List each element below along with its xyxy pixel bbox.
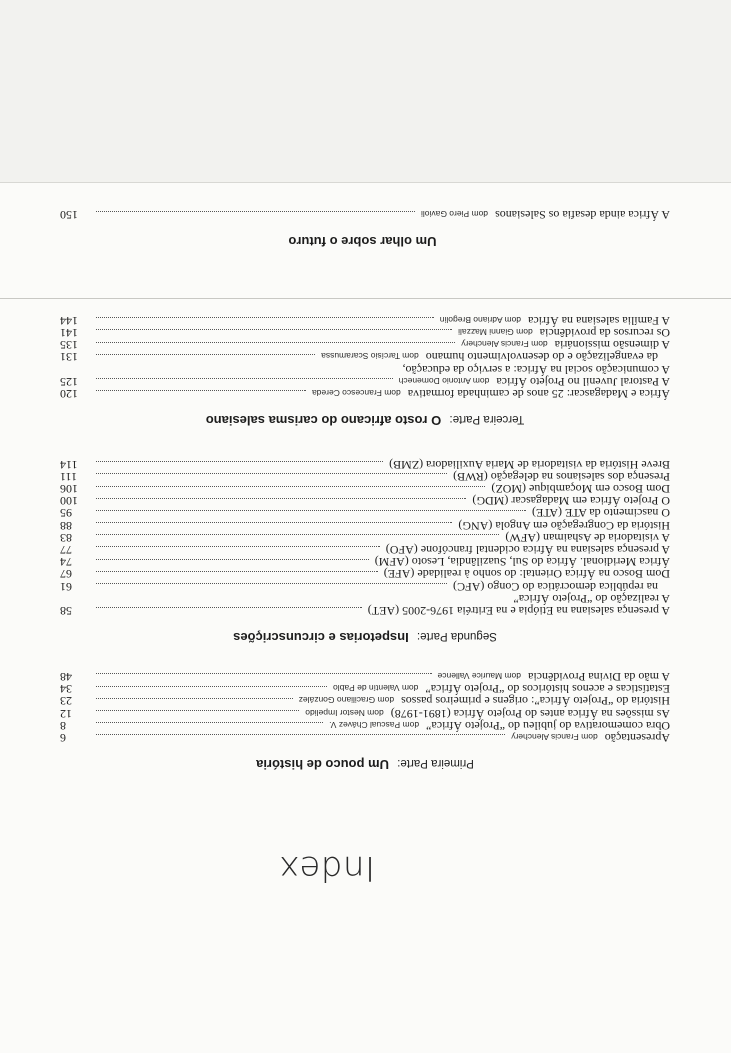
toc-entry (60, 339, 670, 351)
toc-entry-title: História da Congregação em Angola (ANG) (458, 518, 670, 533)
toc-entry (60, 532, 670, 544)
toc-entry-title: Apresentação (604, 731, 670, 745)
toc-entry-title: África Meridional. África do Sul, Suazilândia, Lesoto (AFM) (374, 555, 670, 570)
toc-entry-title: Obra comemorativa do jubileu do “Projeto África” (426, 718, 670, 733)
toc-entry-author: dom Gianni Mazzali (458, 327, 533, 338)
toc-entry (60, 388, 670, 400)
toc-entry-list (60, 459, 670, 617)
toc-page-number: 23 (60, 694, 72, 709)
toc-entry-author: dom Francesco Cereda (311, 388, 401, 398)
toc-line (60, 315, 670, 327)
toc-line (60, 532, 670, 544)
toc-entry-title: História do “Projeto África”: origens e primeiros passos (401, 694, 670, 709)
toc-line (60, 568, 670, 580)
toc-entry-title: África e Madagascar: 25 anos de caminhada formativa (407, 387, 670, 401)
dot-leader (96, 710, 299, 711)
toc-entry (60, 671, 670, 683)
dot-leader (96, 390, 306, 391)
dot-leader (96, 607, 362, 608)
toc-page-number: 120 (60, 387, 78, 401)
toc-page-number: 77 (60, 543, 72, 558)
section-name: Inspetorias e circunscrições (233, 630, 409, 645)
toc-entry (60, 605, 670, 617)
toc-entry (60, 720, 670, 732)
toc-page-number: 6 (60, 731, 66, 745)
toc-entry-title: Dom Bosco na África Oriental: do sonho à realidade (AFE) (383, 567, 670, 582)
dot-leader (96, 673, 432, 674)
section-heading (60, 233, 670, 250)
section-name: Um pouco de história (256, 757, 390, 772)
toc-page-number: 83 (60, 530, 72, 545)
toc-entry (60, 556, 670, 568)
toc-entry-author: dom Valentín de Pablo (333, 683, 419, 694)
toc-page-number: 141 (60, 326, 78, 341)
dot-leader (96, 686, 327, 687)
toc-page-number: 144 (60, 313, 78, 328)
section-primeira-parte (60, 671, 670, 773)
toc-entry-title: A presença salesiana na Etiópia e na Eritréia 1976-2005 (AET) (367, 604, 670, 618)
toc-line (60, 580, 670, 592)
dot-leader (96, 510, 526, 511)
toc-entry-title: A Pastoral Juvenil no Projeto África (496, 374, 670, 389)
dot-leader (96, 378, 393, 379)
toc-entry (60, 315, 670, 327)
toc-entry-list (60, 671, 670, 744)
toc-page-number: 61 (60, 579, 72, 594)
dot-leader (96, 583, 447, 584)
toc-entry-title: A visitadoria de Ashaiman (AFW) (505, 530, 670, 545)
toc-entry-author: dom Nestor Impelido (305, 707, 384, 718)
toc-entry-title: A África ainda desafia os Salesianos (495, 208, 670, 222)
section-label: Segunda Parte: (416, 630, 497, 642)
toc-entry-title: As missões na África antes do Projeto África (1891-1978) (390, 706, 670, 721)
toc-page-number: 125 (60, 374, 78, 389)
toc-entry (60, 327, 670, 339)
toc-page-number: 48 (60, 670, 72, 685)
toc-entry (60, 471, 670, 483)
dot-leader (96, 571, 378, 572)
toc-line (60, 593, 670, 605)
toc-page-number: 95 (60, 506, 72, 521)
dot-leader (96, 546, 380, 547)
toc-entry-author: dom Piero Gavioli (420, 209, 489, 219)
toc-page-number: 135 (60, 338, 78, 353)
toc-entry (60, 707, 670, 719)
section-label: Primeira Parte: (397, 757, 474, 769)
toc-entry-title: A comunicação social na África: a serviço da educação, (402, 362, 670, 377)
toc-line (60, 556, 670, 568)
toc-entry-title-continued: na república democrática do Congo (AFC) (453, 579, 658, 594)
toc-line (60, 339, 670, 351)
toc-entry (60, 544, 670, 556)
toc-line (60, 376, 670, 388)
toc-entry-title: Breve História da visitadoria de Maria Auxiliadora (ZMB) (389, 457, 670, 472)
toc-entry-title: O Projeto África em Madagascar (MDG) (472, 494, 670, 509)
toc-line (60, 695, 670, 707)
section-heading (60, 629, 670, 646)
toc-entry-title: Presença dos salesianos na delegação (RWB) (453, 469, 670, 484)
toc-line (60, 507, 670, 519)
toc-entry (60, 580, 670, 604)
section-name: O rosto africano do carisma salesiano (205, 413, 442, 428)
section-label: Terceira Parte: (449, 413, 525, 425)
toc-entry (60, 209, 670, 221)
toc-entry-author: dom Antonio Domenech (398, 375, 490, 386)
toc-entry-title: A mão da Divina Providência (528, 670, 670, 685)
toc-page-number: 67 (60, 567, 72, 582)
toc-entry-title: Estatísticas e acenos históricos do “Projeto África” (425, 682, 670, 697)
toc-page-number: 58 (60, 604, 72, 618)
toc-entry-title: Dom Bosco em Moçambique (MOZ) (491, 482, 670, 497)
toc-line (60, 720, 670, 732)
section-terceira-parte (60, 315, 670, 429)
section-heading (60, 412, 670, 429)
toc-entry (60, 376, 670, 388)
toc-entry-title: A presença salesiana na África ocidental francófone (AFO) (385, 543, 670, 558)
toc-entry-author: dom Francis Alenchery (511, 732, 598, 742)
toc-line (60, 671, 670, 683)
toc-line (60, 483, 670, 495)
toc-entry-title-continued: da evangelização e do desenvolvimento humano (425, 350, 658, 365)
toc-entry (60, 520, 670, 532)
toc-entry-list (60, 209, 670, 221)
toc-page-number: 12 (60, 706, 72, 721)
toc-page-number: 8 (60, 718, 66, 733)
toc-line (60, 209, 670, 221)
toc-line (60, 520, 670, 532)
toc-entry (60, 568, 670, 580)
page-title: Index (278, 848, 375, 888)
toc-entry-author: dom Tarcísio Scaramussa (321, 351, 419, 362)
toc-entry-title: A dimensão missionária (554, 338, 670, 353)
toc-line (60, 495, 670, 507)
dot-leader (96, 329, 452, 330)
toc-page-number: 34 (60, 682, 72, 697)
toc-entry (60, 507, 670, 519)
toc-entry (60, 459, 670, 471)
toc-entry (60, 732, 670, 744)
toc-entry (60, 351, 670, 375)
dot-leader (96, 498, 466, 499)
toc-line (60, 605, 670, 617)
toc-page-number: 106 (60, 482, 78, 497)
toc-line (60, 544, 670, 556)
dot-leader (96, 342, 455, 343)
toc-page-number: 100 (60, 494, 78, 509)
toc-line (60, 683, 670, 695)
toc-entry-author: dom Francis Alenchery (461, 339, 548, 350)
dot-leader (96, 698, 293, 699)
toc-line (60, 459, 670, 471)
toc-page-number: 131 (60, 350, 78, 365)
toc-line (60, 471, 670, 483)
toc-page-number: 150 (60, 208, 78, 222)
toc-entry (60, 495, 670, 507)
toc-entry-author: dom Adriano Bregolin (439, 314, 522, 325)
toc-entry (60, 683, 670, 695)
toc-page-number: 88 (60, 518, 72, 533)
toc-line (60, 388, 670, 400)
toc-entry-list (60, 315, 670, 400)
toc-entry-author: dom Maurice Vallence (437, 671, 522, 682)
toc-line (60, 327, 670, 339)
toc-entry-title: A Família salesiana na África (528, 313, 670, 328)
section-heading (60, 756, 670, 773)
toc-entry (60, 483, 670, 495)
dot-leader (96, 461, 383, 462)
toc-page-number: 74 (60, 555, 72, 570)
toc-line (60, 732, 670, 744)
toc-entry-author: dom Pascual Chávez V. (329, 719, 420, 730)
toc-entry (60, 695, 670, 707)
dot-leader (96, 486, 485, 487)
dot-leader (96, 211, 415, 212)
dot-leader (96, 559, 369, 560)
dot-leader (96, 354, 315, 355)
toc-entry-title: Os recursos da providência (539, 326, 670, 341)
dot-leader (96, 317, 434, 318)
toc-entry-author: dom Graciliano González (298, 695, 395, 706)
dot-leader (96, 534, 499, 535)
section-name: Um olhar sobre o futuro (288, 234, 437, 249)
toc-line (60, 707, 670, 719)
dot-leader (96, 473, 447, 474)
toc-page-number: 111 (60, 469, 78, 484)
toc-entry-title: A realização do “Projeto África” (513, 591, 670, 606)
section-um-olhar-sobre-o-futuro (60, 209, 670, 250)
toc-line (60, 363, 670, 375)
dot-leader (96, 522, 452, 523)
toc-entry-title: O nascimento da ATE (ATE) (532, 506, 670, 521)
dot-leader (96, 734, 505, 735)
section-segunda-parte (60, 459, 670, 646)
toc-line (60, 351, 670, 363)
toc-page-number: 114 (60, 457, 78, 472)
dot-leader (96, 722, 323, 723)
